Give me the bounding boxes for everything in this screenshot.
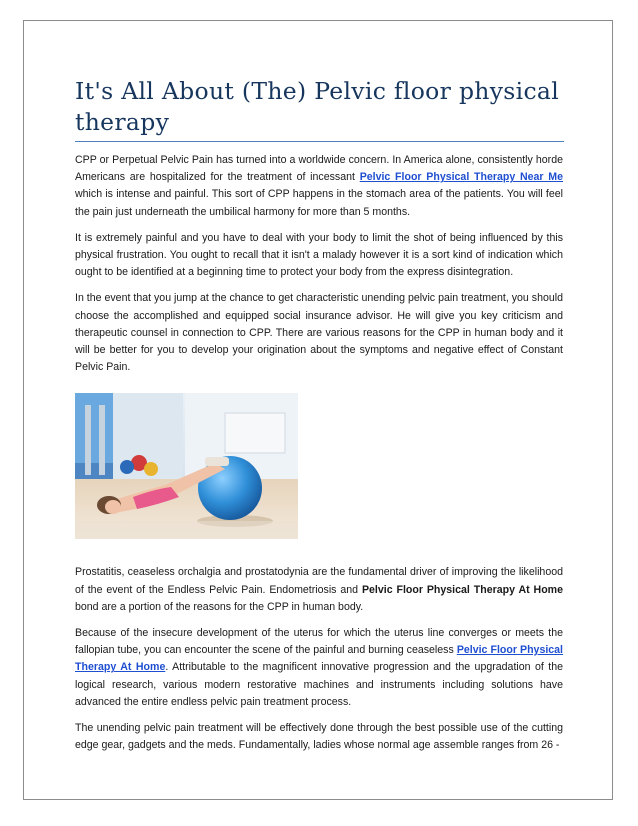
paragraph-3: In the event that you jump at the chance to get characteristic unending pelvic pain treatment, you should choose the accomplished and equipped social insurance advisor. He will give you key criticism and therapeutic counsel in connection to CPP. There are various reasons for the CPP in human body and it will be better for you to develop your origination about the symptoms and negative effect of Constant Pelvic Pain. [75,292,563,374]
paragraph-4 [75,564,563,616]
paragraph-5-text-b: . Attributable to the magnificent innovative progression and the upgradation of the logical research, various modern restorative machines and instruments including solutions have advanced the entire endless pelvic pain treatment process. [75,661,563,708]
exercise-ball-photo [75,393,298,539]
paragraph-2: It is extremely painful and you have to deal with your body to limit the shot of being influenced by this physical frustration. You ought to recall that it isn't a malady however it is a sort kind of indication which ought to be identified at a beginning time to protect your body from the express disintegration. [75,231,563,279]
title-underline [75,141,564,142]
article-body [75,152,563,763]
pelvic-floor-at-home-link[interactable]: Pelvic Floor Physical Therapy At Home [75,644,564,674]
paragraph-4-text-a: Prostatitis, ceaseless orchalgia and prostatodynia are the fundamental driver of improving the likelihood of the event of the Endless Pelvic Pain. Endometriosis and [75,566,563,596]
paragraph-4-text-b: bond are a portion of the reasons for the CPP in human body. [75,600,364,613]
paragraph-5-text-a: Because of the insecure development of the uterus for which the uterus line converges or meets the fallopian tube, you can encounter the scene of the painful and burning ceaseless [75,627,563,657]
paragraph-1-text-b: which is intense and painful. This sort of CPP happens in the stomach area of the patients. You will feel the pain just underneath the umbilical harmony for more than 5 months. [75,188,563,218]
paragraph-1 [75,152,563,221]
paragraph-1-text-a: CPP or Perpetual Pelvic Pain has turned into a worldwide concern. In America alone, consistently horde Americans are hospitalized for the treatment of incessant [75,154,563,184]
pelvic-floor-at-home-bold: Pelvic Floor Physical Therapy At Home [361,583,563,596]
paragraph-5 [75,625,563,711]
page-title: It's All About (The) Pelvic floor physical therapy [75,77,560,136]
pelvic-floor-near-me-link[interactable]: Pelvic Floor Physical Therapy Near Me [359,171,563,184]
paragraph-6: The unending pelvic pain treatment will be effectively done through the best possible use of the cutting edge gear, gadgets and the meds. Fundamentally, ladies whose normal age assemble ranges from 26 - [75,722,563,752]
